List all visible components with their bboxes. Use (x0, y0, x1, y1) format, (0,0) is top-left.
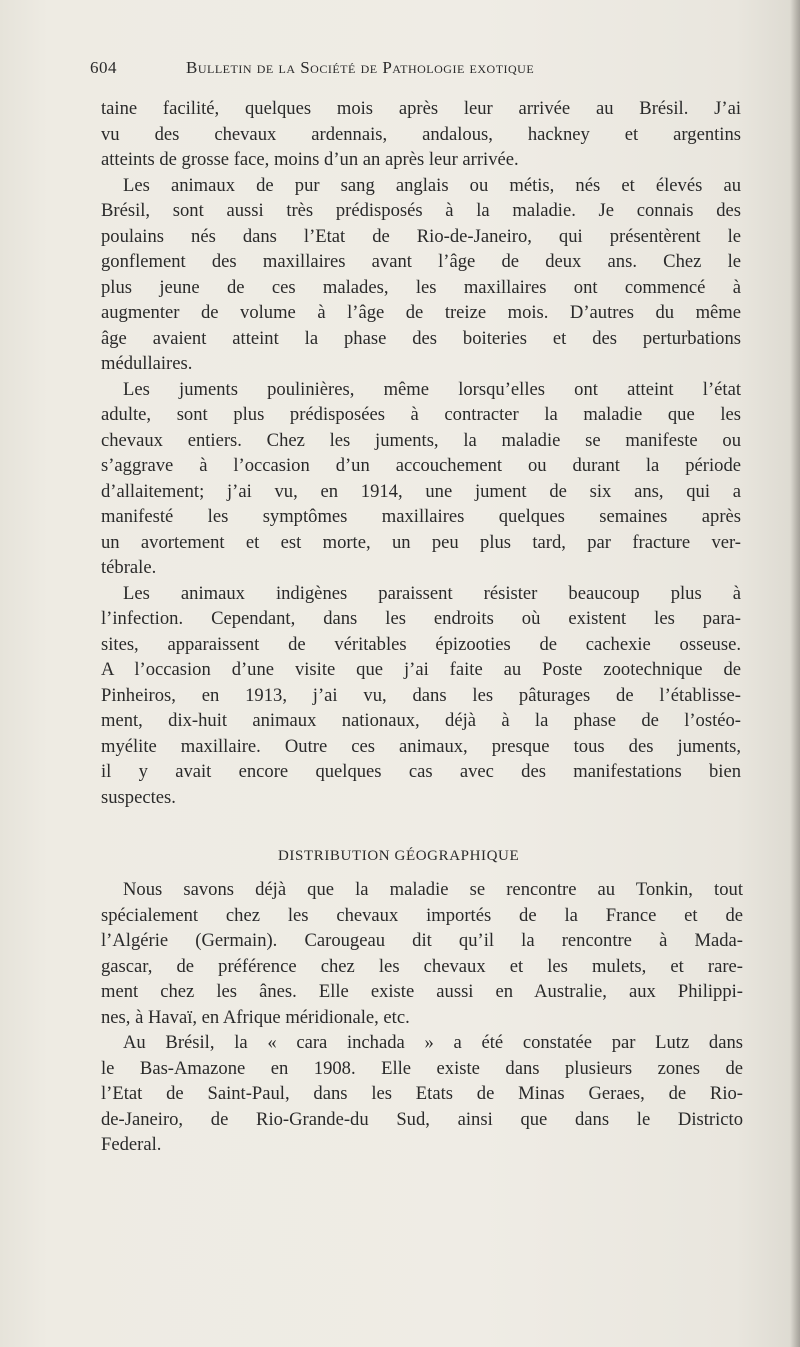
section-heading: DISTRIBUTION GÉOGRAPHIQUE (278, 848, 520, 864)
text-line: l’infection. Cependant, dans les endroits où existent les para- (101, 608, 741, 629)
text-line: tébrale. (101, 557, 157, 578)
text-line: plus jeune de ces malades, les maxillaires ont commencé à (101, 276, 741, 298)
paragraph-start: Les animaux de pur sang anglais ou métis, nés et élevés au (123, 174, 741, 196)
text-line: Pinheiros, en 1913, j’ai vu, dans les pâturages de l’établisse- (101, 684, 741, 706)
text-line: ment chez les ânes. Elle existe aussi en Australie, aux Philippi- (101, 981, 743, 1002)
page-header (90, 58, 650, 86)
paragraph-start: Nous savons déjà que la maladie se rencontre au Tonkin, tout (123, 879, 743, 900)
text-line: Brésil, sont aussi très prédisposés à la maladie. Je connais des (101, 200, 741, 221)
text-line: il y avait encore quelques cas avec des manifestations bien (101, 761, 741, 782)
text-line: manifesté les symptômes maxillaires quelques semaines après (101, 506, 741, 527)
text-line: nes, à Havaï, en Afrique méridionale, etc. (101, 1006, 410, 1028)
text-line: myélite maxillaire. Outre ces animaux, presque tous des juments, (101, 735, 741, 757)
text-line: augmenter de volume à l’âge de treize mois. D’autres du même (101, 302, 741, 323)
text-line: adulte, sont plus prédisposées à contracter la maladie que les (101, 404, 741, 425)
text-line: atteints de grosse face, moins d’un an après leur arrivée. (101, 149, 519, 170)
text-line: âge avaient atteint la phase des boiteries et des perturbations (101, 327, 741, 349)
text-line: de-Janeiro, de Rio-Grande-du Sud, ainsi que dans le Districto (101, 1108, 743, 1130)
running-head: Bulletin de la Société de Pathologie exotique (186, 58, 535, 77)
text-line: gascar, de préférence chez les chevaux et les mulets, et rare- (101, 955, 743, 977)
text-line: poulains nés dans l’Etat de Rio-de-Janeiro, qui présentèrent le (101, 225, 741, 247)
text-line: médullaires. (101, 353, 193, 374)
text-line: d’allaitement; j’ai vu, en 1914, une jument de six ans, qui a (101, 480, 741, 502)
text-line: gonflement des maxillaires avant l’âge de deux ans. Chez le (101, 251, 741, 272)
body-text-section-2 (101, 877, 743, 1158)
text-line: chevaux entiers. Chez les juments, la maladie se manifeste ou (101, 429, 741, 451)
text-line: un avortement et est morte, un peu plus tard, par fracture ver- (101, 531, 741, 553)
text-line: taine facilité, quelques mois après leur arrivée au Brésil. J’ai (101, 98, 741, 119)
text-line: vu des chevaux ardennais, andalous, hackney et argentins (101, 123, 741, 145)
text-line: l’Algérie (Germain). Carougeau dit qu’il la rencontre à Mada- (101, 930, 743, 951)
text-line: suspectes. (101, 786, 176, 808)
text-line: l’Etat de Saint-Paul, dans les Etats de Minas Geraes, de Rio- (101, 1083, 743, 1104)
text-line: sites, apparaissent de véritables épizooties de cachexie osseuse. (101, 633, 741, 655)
body-text-section-1 (101, 96, 741, 810)
page-edge-shadow (790, 0, 800, 1347)
text-line: s’aggrave à l’occasion d’un accouchement ou durant la période (101, 455, 741, 476)
paragraph-start: Les juments poulinières, même lorsqu’elles ont atteint l’état (123, 378, 741, 400)
paragraph-start: Au Brésil, la « cara inchada » a été constatée par Lutz dans (123, 1032, 743, 1053)
text-line: spécialement chez les chevaux importés de la France et de (101, 904, 743, 926)
page-number: 604 (90, 58, 117, 77)
text-line: Federal. (101, 1134, 162, 1155)
text-line: le Bas-Amazone en 1908. Elle existe dans plusieurs zones de (101, 1057, 743, 1079)
text-line: A l’occasion d’une visite que j’ai faite au Poste zootechnique de (101, 659, 741, 680)
text-line: ment, dix-huit animaux nationaux, déjà à la phase de l’ostéo- (101, 710, 741, 731)
paragraph-start: Les animaux indigènes paraissent résister beaucoup plus à (123, 582, 741, 604)
